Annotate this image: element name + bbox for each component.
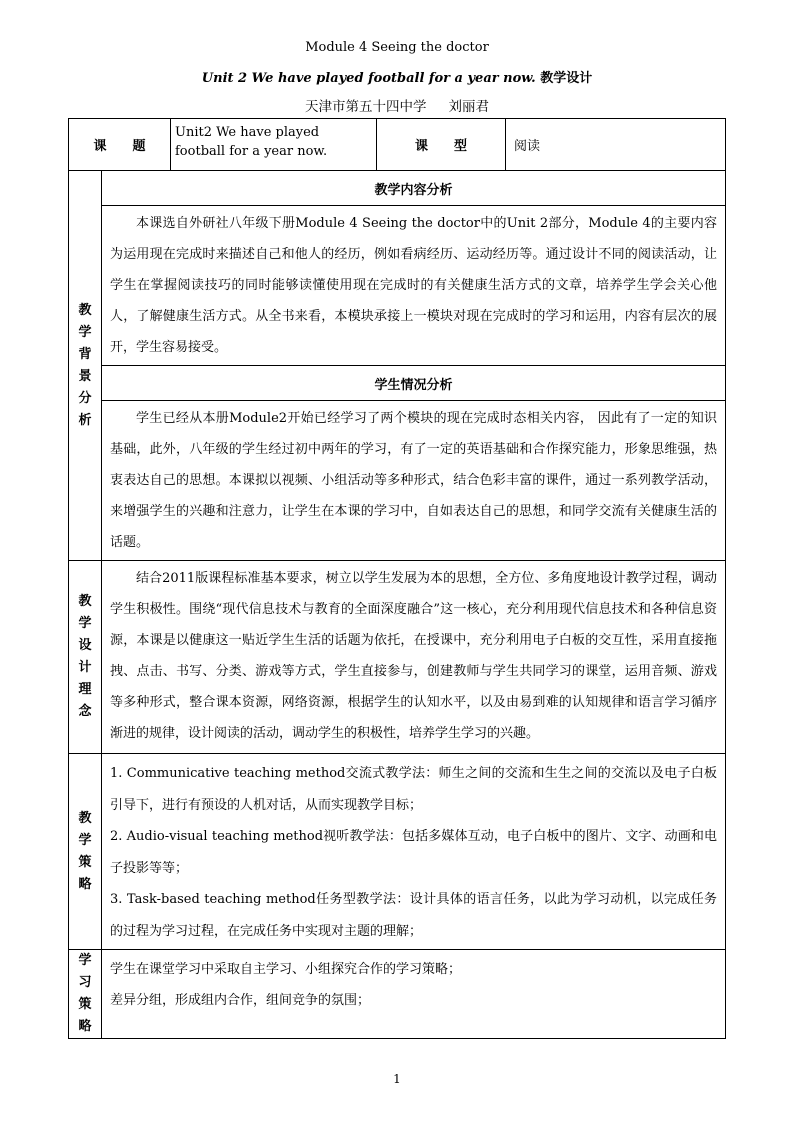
learning-label: 学 习 策 略	[69, 950, 102, 1039]
author-line	[0, 95, 794, 115]
student-analysis-text: 学生已经从本册Module2开始已经学习了两个模块的现在完成时态相关内容， 因此有了一定的知识基础，此外，八年级的学生经过初中两年的学习，有了一定的英语基础和合作探究能力，形象思维强，热衷表达自己的思想。本课拟以视频、小组活动等多种形式，结合色彩丰富的课件，通过一系列教学活动，来增强学生的兴趣和注意力，让学生在本课的学习中，自如表达自己的思想，和同学交流有关健康生活的话题。	[102, 401, 726, 561]
content-analysis-row	[69, 206, 726, 366]
learning-row	[69, 950, 726, 1039]
learning-item: 差异分组，形成组内合作，组间竞争的氛围；	[110, 993, 371, 1008]
school-name: 天津市第五十四中学	[305, 99, 427, 115]
unit-title-cn: 教学设计	[540, 71, 593, 86]
info-row	[69, 119, 726, 171]
strategy-item: 3. Task-based teaching method任务型教学法：设计具体的语言任务，以此为学习动机，以完成任务的过程为学习过程，在完成任务中实现对主题的理解；	[110, 892, 717, 939]
concept-label: 教 学 设 计 理 念	[69, 561, 102, 754]
strategy-row	[69, 754, 726, 950]
content-analysis-heading-row	[69, 171, 726, 206]
module-title: Module 4 Seeing the doctor	[305, 40, 489, 55]
content-analysis-text: 本课选自外研社八年级下册Module 4 Seeing the doctor中的Unit 2部分，Module 4的主要内容为运用现在完成时来描述自己和他人的经历，例如看病经历、运动经历等。通过设计不同的阅读活动，让学生在掌握阅读技巧的同时能够读懂使用现在完成时的有关健康生活方式的文章，培养学生学会关心他人，了解健康生活方式。从全书来看，本模块承接上一模块对现在完成时的学习和运用，内容有层次的展开，学生容易接受。	[102, 206, 726, 366]
unit-title	[0, 67, 794, 86]
topic-label: 课 题	[69, 119, 171, 171]
student-analysis-row	[69, 401, 726, 561]
learning-item: 学生在课堂学习中采取自主学习、小组探究合作的学习策略；	[110, 962, 462, 977]
student-analysis-title: 学生情况分析	[102, 366, 726, 401]
topic-value: Unit2 We have played football for a year now.	[171, 119, 377, 171]
concept-row	[69, 561, 726, 754]
student-analysis-heading-row	[69, 366, 726, 401]
type-label: 课 型	[377, 119, 506, 171]
content-analysis-title: 教学内容分析	[102, 171, 726, 206]
learning-list	[102, 950, 726, 1039]
lesson-plan-table	[68, 118, 726, 1039]
page-number: 1	[393, 1072, 401, 1086]
strategy-label: 教 学 策 略	[69, 754, 102, 950]
strategy-item: 1. Communicative teaching method交流式教学法：师生之间的交流和生生之间的交流以及电子白板引导下，进行有预设的人机对话，从而实现教学目标；	[110, 766, 717, 813]
strategy-list	[102, 754, 726, 950]
background-label: 教 学 背 景 分 析	[69, 171, 102, 561]
author-name: 刘丽君	[448, 99, 489, 115]
concept-text: 结合2011版课程标准基本要求，树立以学生发展为本的思想，全方位、多角度地设计教学过程，调动学生积极性。围绕“现代信息技术与教育的全面深度融合”这一核心，充分利用现代信息技术和各种信息资源，本课是以健康这一贴近学生生活的话题为依托，在授课中，充分利用电子白板的交互性，采用直接拖拽、点击、书写、分类、游戏等方式，学生直接参与，创建教师与学生共同学习的课堂，运用音频、游戏等多种形式，整合课本资源，网络资源，根据学生的认知水平，以及由易到难的认知规律和语言学习循序渐进的规律，设计阅读的活动，调动学生的积极性，培养学生学习的兴趣。	[102, 561, 726, 754]
type-value: 阅读	[506, 119, 726, 171]
unit-title-en: Unit 2 We have played football for a year now.	[201, 71, 536, 86]
strategy-item: 2. Audio-visual teaching method视听教学法：包括多媒体互动，电子白板中的图片、文字、动画和电子投影等等；	[110, 829, 717, 876]
